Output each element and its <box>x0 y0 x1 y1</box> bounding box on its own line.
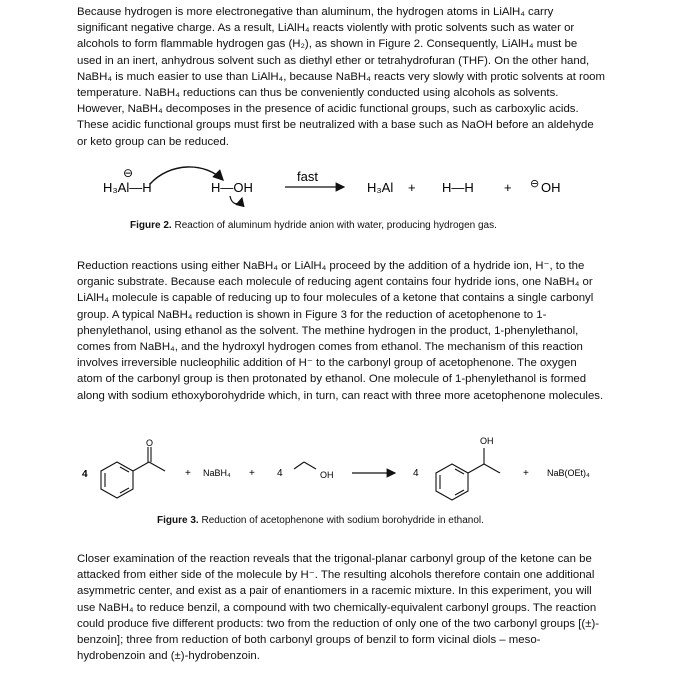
reactant-water: H—OH <box>211 180 253 195</box>
figure-2-caption-text: Reaction of aluminum hydride anion with water, producing hydrogen gas. <box>171 220 497 231</box>
plus-1: + <box>408 180 416 195</box>
product-hydroxyl: OH <box>480 436 494 446</box>
paragraph-3: Closer examination of the reaction reveals that the trigonal-planar carbonyl group of the ketone can be attacked from either side of the molecule by H⁻. The resulting alcohols therefore contain one additional asymmetric center, and exist as a pair of enantiomers in a racemic mixture. In this experiment, you will use NaBH₄ to reduce benzil, a compound with two chemically-equivalent carbonyl groups. The reaction could produce five different products: two from the reduction of only one of the two carbonyl groups [(±)-benzoin]; three from reduction of both carbonyl groups of benzil to form vicinal diols – meso-hydrobenzoin and (±)-hydrobenzoin. <box>77 553 600 663</box>
acetophenone-structure <box>101 447 165 498</box>
product-sodium-ethoxyborate: NaB(OEt)₄ <box>547 468 590 478</box>
figure-3-label: Figure 3. <box>157 515 199 526</box>
paragraph-2: Reduction reactions using either NaBH₄ or LiAlH₄ proceed by the addition of a hydride ion, H⁻, to the organic substrate. Because each molecule of reducing agent contains four hydride ions, one NaBH₄ or LiAlH₄ molecule is capable of reducing up to four molecules of a ketone that contains a single carbonyl group. A typical NaBH₄ reduction is shown in Figure 3 for the reduction of acetophenone to 1-phenylethanol, using ethanol as the solvent. The methine hydrogen in the product, 1-phenylethanol, comes from NaBH₄, and the hydroxyl hydrogen comes from ethanol. The mechanism of this reaction involves irreversible nucleophilic addition of H⁻ to the carbonyl group of acetophenone. The oxygen atom of the carbonyl group is then protonated by ethanol. One molecule of 1-phenylethanol is formed along with sodium ethoxyborohydride which, in turn, can react with three more acetophenone molecules. <box>77 260 604 402</box>
negative-charge-1: ⊖ <box>123 166 134 180</box>
phenylethanol-structure <box>436 448 500 500</box>
figure-3-caption <box>157 514 484 527</box>
product-hydrogen: H—H <box>442 180 474 195</box>
plus-3: + <box>185 468 191 479</box>
ketone-oxygen: O <box>146 438 154 448</box>
electron-arrow-2 <box>230 196 242 204</box>
coefficient-ethanol: 4 <box>277 468 283 479</box>
coefficient-acetophenone: 4 <box>82 469 88 480</box>
figure-3-scheme <box>0 425 678 510</box>
arrow-label-fast: fast <box>297 169 318 184</box>
reactant-aluminum-hydride: H₃Al—H <box>103 180 152 195</box>
negative-charge-2: ⊖ <box>530 178 540 190</box>
plus-5: + <box>523 468 529 479</box>
plus-4: + <box>249 468 255 479</box>
figure-2-label: Figure 2. <box>130 220 172 231</box>
ethanol-hydroxyl: OH <box>320 470 334 480</box>
ethanol-structure <box>294 462 316 469</box>
figure-2-caption <box>130 219 497 232</box>
paragraph-1: Because hydrogen is more electronegative than aluminum, the hydrogen atoms in LiAlH₄ carry significant negative charge. As a result, LiAlH₄ reacts violently with protic solvents such as water or alcohols to form flammable hydrogen gas (H₂), as shown in Figure 2. Consequently, LiAlH₄ must be used in an inert, anhydrous solvent such as diethyl ether or tetrahydrofuran (THF). On the other hand, NaBH₄ is much easier to use than LiAlH₄, because NaBH₄ reacts very slowly with protic solvents at room temperature. NaBH₄ reductions can thus be conveniently conducted using alcohols as solvents. However, NaBH₄ decomposes in the presence of acidic functional groups, such as carboxylic acids. These acidic functional groups must first be neutralized with a base such as NaOH before an aldehyde or keto group can be reduced. <box>77 6 606 148</box>
figure-3-caption-text: Reduction of acetophenone with sodium borohydride in ethanol. <box>198 515 484 526</box>
plus-2: + <box>504 180 512 195</box>
reagent-sodium-borohydride: NaBH₄ <box>203 468 231 478</box>
product-hydroxide: OH <box>541 180 561 195</box>
product-alh3: H₃Al <box>367 180 394 195</box>
coefficient-phenylethanol: 4 <box>413 468 419 479</box>
figure-2-scheme <box>0 160 678 215</box>
